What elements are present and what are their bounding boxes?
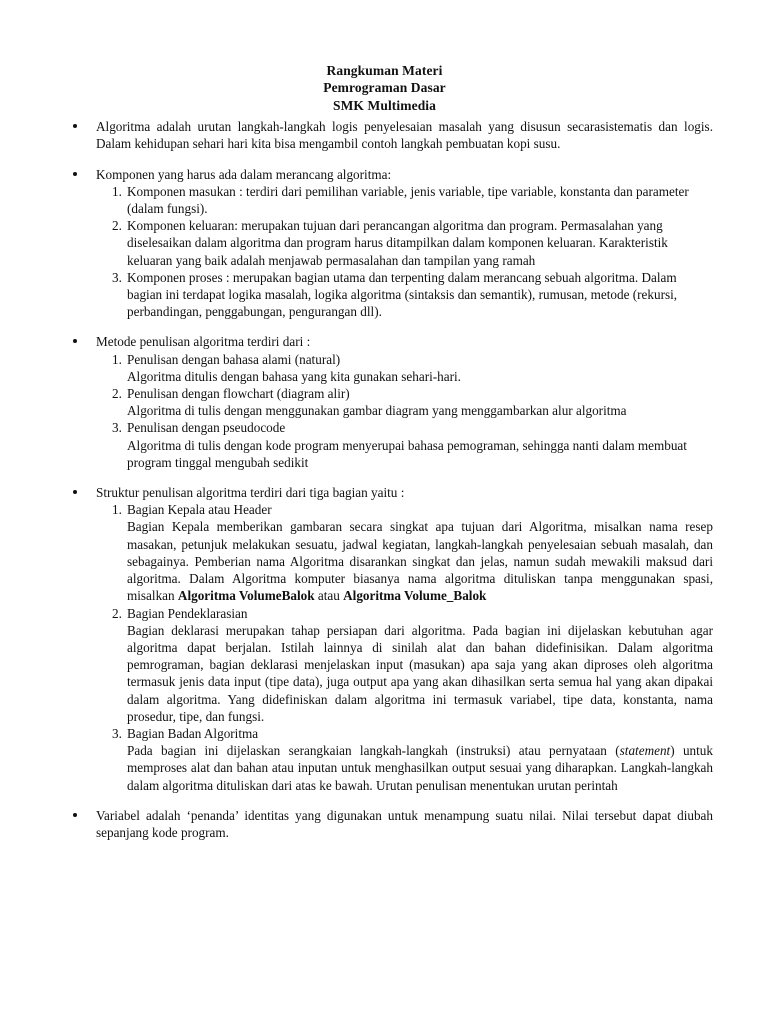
list-item-text: Komponen proses : merupakan bagian utama dan terpenting dalam merancang sebuah algoritma. Dalam bagian ini terdapat logika masalah, logika algoritma (sintaksis dan semantik), rumusan, metode (rekursi, perbandingan, penggabungan, pengurangan dll).: [127, 269, 678, 320]
list-item-heading: Penulisan dengan bahasa alami (natural): [127, 351, 341, 367]
list-item-text: Komponen keluaran: merupakan tujuan dari perancangan algoritma dan program. Permasalahan yang diselesaikan dalam algoritma dan program harus ditampilkan dalam komponen keluaran. Karakteristik keluaran yang baik adalah menjawab permasalahan dan tampilan yang ramah: [127, 218, 668, 268]
list-item-number: 1.: [112, 351, 122, 367]
list-item-text: Algoritma ditulis dengan bahasa yang kita gunakan sehari-hari.: [127, 368, 461, 384]
list-item: [96, 183, 713, 217]
list-item-number: 2.: [112, 605, 122, 621]
paragraph-text: Algoritma adalah urutan langkah-langkah logis penyelesaian masalah yang disusun secarasistematis dan logis. Dalam kehidupan sehari hari kita bisa mengambil contoh langkah pembuatan kopi susu.: [96, 119, 713, 152]
page-title: [56, 62, 713, 114]
list-item-number: 1.: [112, 183, 122, 199]
list-item: [96, 725, 713, 794]
bullet-icon: [73, 490, 77, 494]
list-item-heading: Bagian Badan Algoritma: [127, 725, 259, 741]
section-metode-penulisan: [56, 333, 713, 471]
list-item-text: Bagian deklarasi merupakan tahap persiapan dari algoritma. Pada bagian ini dijelaskan kebutuhan agar algoritma dapat berjalan. Istilah lainnya di sinilah alat dan bahan didefinisikan. Dalam algoritma pemrograman, bagian deklarasi menjelaskan input (masukan) apa saja yang akan diproses oleh algoritma termasuk jenis data input (tipe data), juga output apa yang akan dihasilkan serta semua hal yang akan dipakai dalam algoritma. Yang didefiniskan dalam algoritma ini termasuk variabel, tipe data, konstanta, nama prosedur, tipe, dan fungsi.: [127, 622, 713, 724]
list-item-number: 1.: [112, 502, 122, 518]
list-item-number: 3.: [112, 725, 122, 741]
emphasis-bold: Algoritma VolumeBalok: [177, 588, 315, 604]
list-item-text: [127, 518, 713, 604]
numbered-list: [96, 183, 713, 321]
paragraph-text: Variabel adalah ‘penanda’ identitas yang digunakan untuk menampung suatu nilai. Nilai tersebut dapat diubah sepanjang kode program.: [96, 807, 713, 840]
text-run: Pada bagian ini dijelaskan serangkaian langkah-langkah (instruksi) atau pernyataan (: [127, 743, 620, 759]
list-item: [96, 269, 713, 321]
text-run: Bagian Kepala memberikan gambaran secara singkat apa tujuan dari Algoritma, misalkan nama resep masakan, petunjuk melakukan sesuatu, jadwal kegiatan, langkah-langkah penyelesaian sebuah masalah, dan sebagainya. Pemberian nama Algoritma disarankan singkat dan jelas, namun sudah mewakili maksud dari algoritma. Dalam Algoritma komputer biasanya nama algoritma dituliskan tanpa menggunakan spasi, misalkan: [127, 519, 713, 604]
title-line-2: Pemrograman Dasar: [323, 80, 446, 96]
section-variabel-definisi: [56, 807, 713, 841]
bullet-icon: [73, 813, 77, 817]
list-item: [96, 419, 713, 471]
list-item-text: Algoritma di tulis dengan kode program menyerupai bahasa pemograman, sehingga nanti dalam membuat program tinggal mengubah sedikit: [127, 437, 687, 470]
list-item-number: 3.: [112, 420, 122, 436]
section-heading-text: Metode penulisan algoritma terdiri dari :: [96, 334, 311, 350]
text-run: atau: [314, 588, 344, 604]
text-run: ) untuk memproses alat dan bahan atau inputan untuk menghasilkan output sesuai yang diharapkan. Langkah-langkah dalam algoritma dituliskan dari atas ke bawah. Urutan penulisan menentukan urutan perintah: [127, 743, 713, 793]
list-item: [96, 501, 713, 604]
title-line-3: SMK Multimedia: [332, 97, 437, 113]
bullet-icon: [73, 172, 77, 176]
list-item-text: [127, 742, 713, 794]
numbered-list: [96, 501, 713, 793]
list-item-heading: Penulisan dengan pseudocode: [127, 420, 286, 436]
list-item-heading: Penulisan dengan flowchart (diagram alir): [127, 386, 350, 402]
list-item-number: 3.: [112, 269, 122, 285]
emphasis-bold: Algoritma Volume_Balok: [343, 588, 487, 604]
list-item-number: 2.: [112, 218, 122, 234]
emphasis-italic: statement: [619, 743, 671, 759]
section-struktur-penulisan: [56, 484, 713, 794]
section-heading-text: Struktur penulisan algoritma terdiri dari tiga bagian yaitu :: [96, 485, 405, 501]
list-item-text: Algoritma di tulis dengan menggunakan gambar diagram yang menggambarkan alur algoritma: [127, 403, 627, 419]
bullet-icon: [73, 339, 77, 343]
list-item-heading: Bagian Pendeklarasian: [127, 605, 248, 621]
bullet-icon: [73, 124, 77, 128]
numbered-list: [96, 351, 713, 471]
section-algoritma-definisi: [56, 118, 713, 152]
list-item: [96, 217, 713, 269]
list-item: [96, 351, 713, 385]
section-komponen-algoritma: [56, 166, 713, 321]
title-line-1: Rangkuman Materi: [326, 63, 443, 78]
list-item-number: 2.: [112, 386, 122, 402]
list-item: [96, 605, 713, 725]
section-heading-text: Komponen yang harus ada dalam merancang algoritma:: [96, 166, 392, 182]
list-item-heading: Bagian Kepala atau Header: [127, 502, 272, 518]
list-item-text: Komponen masukan : terdiri dari pemilihan variable, jenis variable, tipe variable, konstanta dan parameter (dalam fungsi).: [127, 183, 689, 217]
list-item: [96, 385, 713, 419]
